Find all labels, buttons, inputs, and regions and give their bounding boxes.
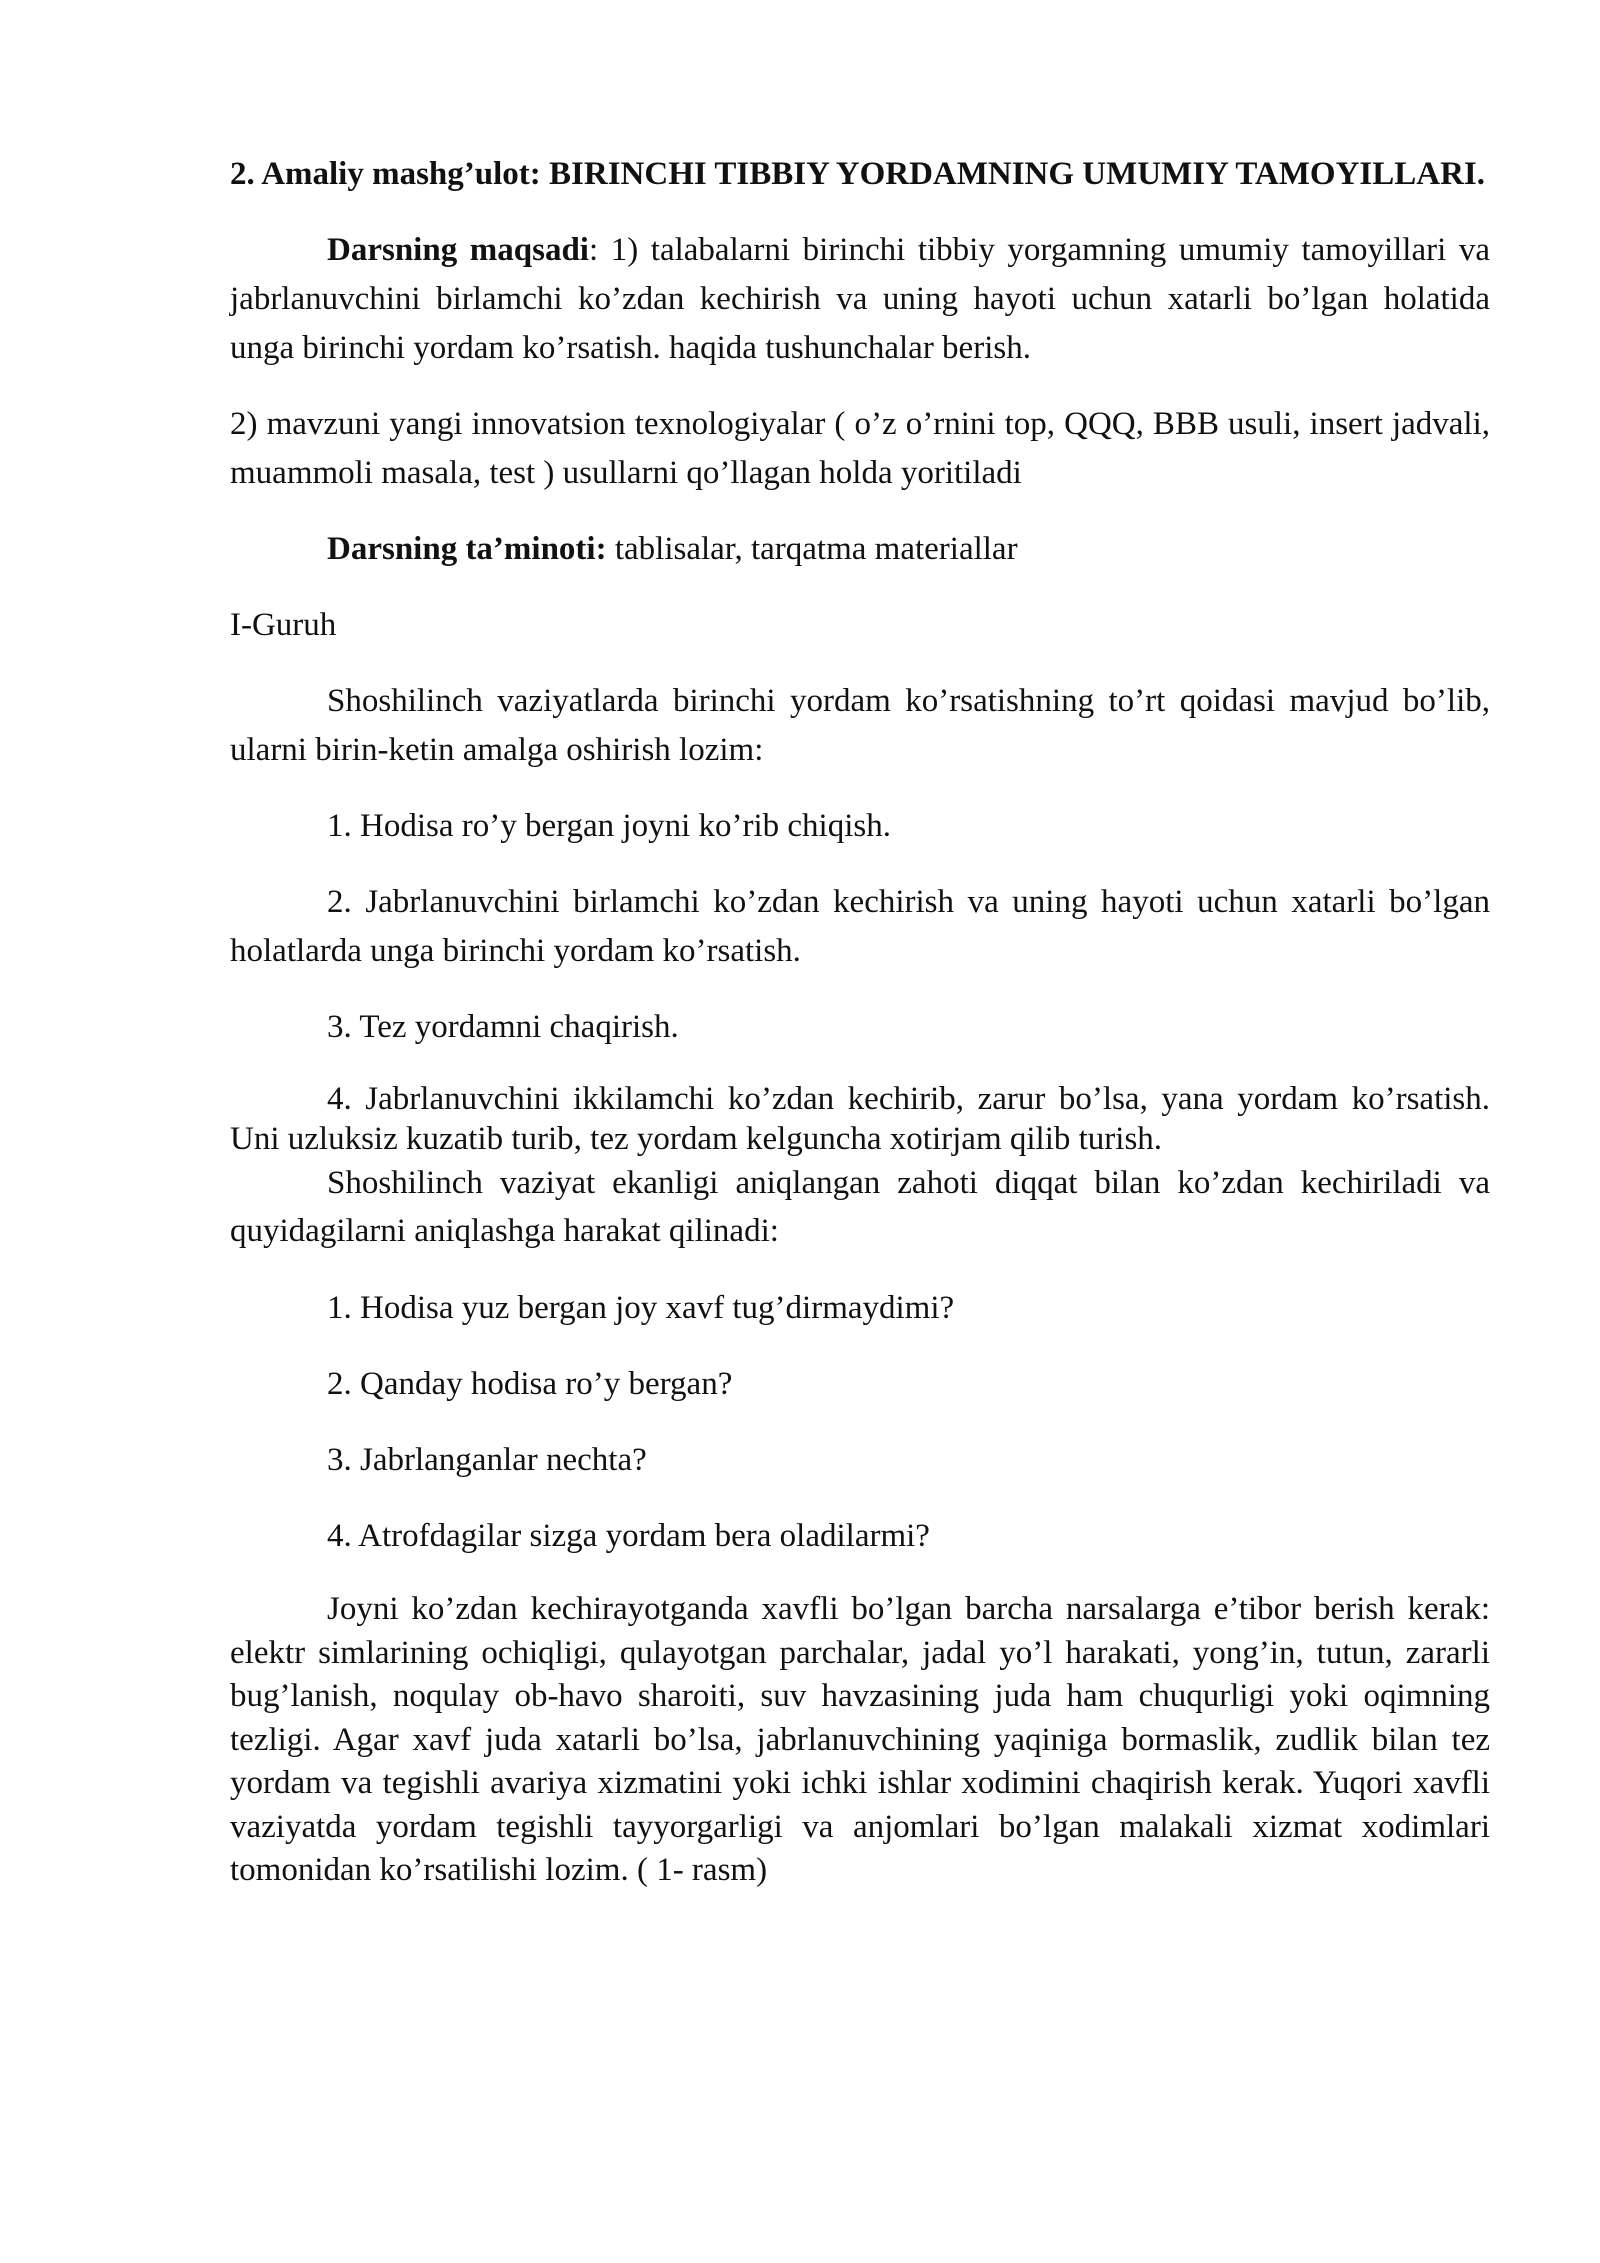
rule-item-2: 2. Jabrlanuvchini birlamchi ko’zdan kechirish va uning hayoti uchun xatarli bo’lgan holatlarda unga birinchi yordam ko’rsatish. (230, 884, 1490, 969)
question-item-1: 1. Hodisa yuz bergan joy xavf tug’dirmaydimi? (327, 1290, 955, 1326)
rule-item-1: 1. Hodisa ro’y bergan joyni ko’rib chiqish. (327, 808, 891, 844)
aim-text: : 1) talabalarni birinchi tibbiy yorgamning umumiy tamoyillari va jabrlanuvchini birlamchi ko’zdan kechirish va uning hayoti uchun xatarli bo’lgan holatida unga birinchi yordam ko’rsatish. haqida tushunchalar berish. (230, 232, 1490, 366)
rule-item-3: 3. Tez yordamni chaqirish. (327, 1009, 679, 1045)
group-heading: I-Guruh (230, 607, 337, 643)
supply-label: Darsning ta’minoti: (327, 531, 607, 567)
intro-paragraph: Shoshilinch vaziyatlarda birinchi yordam ko’rsatishning to’rt qoidasi mavjud bo’lib, ularni birin-ketin amalga oshirish lozim: (230, 683, 1490, 768)
aim-paragraph (230, 226, 1490, 373)
title-topic: BIRINCHI TIBBIY YORDAMNING UMUMIY TAMOYILLARI. (549, 156, 1486, 192)
document-page (230, 150, 1490, 1893)
page-title (230, 150, 1490, 199)
closing-paragraph: Joyni ko’zdan kechirayotganda xavfli bo’lgan barcha narsalarga e’tibor berish kerak: elektr simlarining ochiqligi, qulayotgan parchalar, jadal yo’l harakati, yong’in, tutun, zararli bug’lanish, noqulay ob-havo sharoiti, suv havzasining juda ham chuqurligi yoki oqimning tezligi. Agar xavf juda xatarli bo’lsa, jabrlanuvchining yaqiniga bormaslik, zudlik bilan tez yordam va tegishli avariya xizmatini yoki ichki ishlar xodimini chaqirish kerak. Yuqori xavfli vaziyatda yordam tegishli tayyorgarligi va anjomlari bo’lgan malakali xizmat xodimlari tomonidan ko’rsatilishi lozim. ( 1- rasm) (230, 1591, 1490, 1888)
title-label: Amaliy mashg’ulot: (261, 156, 541, 192)
supply-text: tablisalar, tarqatma materiallar (606, 531, 1018, 567)
aim-label: Darsning maqsadi (327, 232, 589, 268)
question-item-4: 4. Atrofdagilar sizga yordam bera oladilarmi? (327, 1518, 930, 1554)
question-item-3: 3. Jabrlanganlar nechta? (327, 1442, 647, 1478)
aim-paragraph-2: 2) mavzuni yangi innovatsion texnologiyalar ( o’z o’rnini top, QQQ, BBB usuli, insert jadvali, muammoli masala, test ) usullarni qo’llagan holda yoritiladi (230, 406, 1490, 491)
question-item-2: 2. Qanday hodisa ro’y bergan? (327, 1366, 733, 1402)
supply-paragraph (230, 525, 1490, 574)
title-number: 2. (230, 156, 255, 192)
check-intro-paragraph: Shoshilinch vaziyat ekanligi aniqlangan zahoti diqqat bilan ko’zdan kechiriladi va quyidagilarni aniqlashga harakat qilinadi: (230, 1165, 1490, 1249)
rule-item-4: 4. Jabrlanuvchini ikkilamchi ko’zdan kechirib, zarur bo’lsa, yana yordam ko’rsatish. Uni uzluksiz kuzatib turib, tez yordam kelguncha xotirjam qilib turish. (230, 1081, 1490, 1157)
